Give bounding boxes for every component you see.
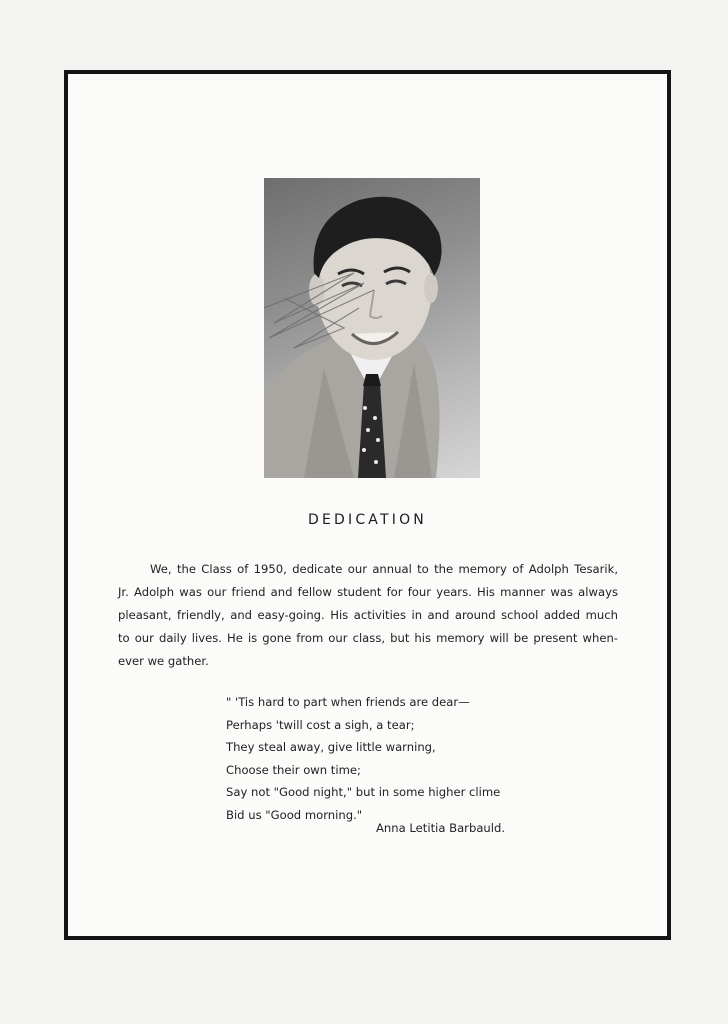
dedication-line: We, the Class of 1950, dedicate our annual to the memory of Adolph Tesarik, bbox=[150, 562, 618, 576]
poem-line: Perhaps 'twill cost a sigh, a tear; bbox=[226, 717, 415, 732]
poem-line: " 'Tis hard to part when friends are dear— bbox=[226, 695, 470, 709]
dedication-line: Jr. Adolph was our friend and fellow student for four years. His manner was always bbox=[118, 585, 618, 599]
poem-quote bbox=[226, 691, 500, 827]
memorial-frame bbox=[64, 70, 671, 940]
poem-attribution: Anna Letitia Barbauld. bbox=[376, 821, 506, 835]
page-title: DEDICATION bbox=[308, 512, 427, 528]
dedication-line: pleasant, friendly, and easy-going. His activities in and around school added much bbox=[118, 608, 618, 622]
poem-line: Choose their own time; bbox=[226, 762, 361, 777]
poem-line: Bid us "Good morning." bbox=[226, 807, 363, 822]
portrait-image bbox=[264, 178, 480, 478]
portrait-photo bbox=[264, 178, 480, 478]
dedication-line: ever we gather. bbox=[118, 654, 209, 668]
dedication-paragraph bbox=[118, 558, 618, 673]
poem-line: Say not "Good night," but in some higher clime bbox=[226, 785, 501, 800]
poem-line: They steal away, give little warning, bbox=[226, 740, 436, 755]
dedication-line: to our daily lives. He is gone from our class, but his memory will be present when- bbox=[118, 631, 618, 645]
